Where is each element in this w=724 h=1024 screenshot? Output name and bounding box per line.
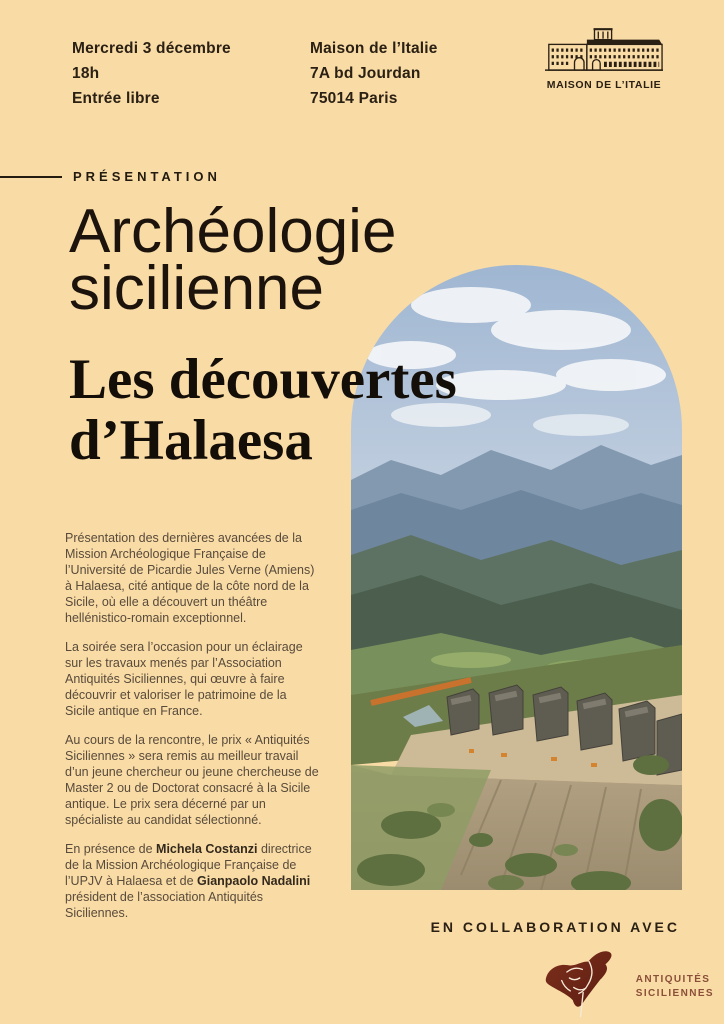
venue-street: 7A bd Jourdan: [310, 65, 421, 82]
maison-de-litalie-logo: [542, 28, 666, 91]
maison-de-litalie-building-icon: [542, 28, 666, 76]
event-info: [72, 36, 231, 111]
poster-title-sans: [69, 197, 397, 323]
title-line-1: Archéologie: [69, 197, 397, 266]
subtitle-line-2: d’Halaesa: [69, 409, 313, 472]
subtitle-line-1: Les découvertes: [69, 348, 457, 411]
p4-mid: directrice de la Mission Archéologique Française de l’UPJV à Halaesa et de: [65, 842, 312, 888]
eyebrow-rule: [0, 176, 62, 178]
event-time: 18h: [72, 65, 100, 82]
p4-post: président de l’association Antiquités Siciliennes.: [65, 890, 264, 920]
event-admission: Entrée libre: [72, 90, 160, 107]
eyebrow-label: PRÉSENTATION: [73, 169, 221, 184]
sicily-map-icon: [541, 948, 627, 1024]
paragraph-presentation: Présentation des dernières avancées de la Mission Archéologique Française de l’Université de Picardie Jules Verne (Amiens) à Halaesa, cité antique de la côte nord de la Sicile, où elle a découvert un théâtre hellénistico-romain exceptionnel.: [65, 531, 315, 625]
venue-city: 75014 Paris: [310, 90, 398, 107]
venue-address: [310, 36, 438, 111]
poster-subtitle-serif: [69, 349, 457, 471]
speaker-name-michela-costanzi: Michela Costanzi: [156, 842, 258, 856]
venue-name: Maison de l’Italie: [310, 40, 438, 57]
title-line-2: sicilienne: [69, 254, 325, 323]
partner-name-line-1: ANTIQUITÉS: [635, 973, 711, 985]
paragraph-prix: Au cours de la rencontre, le prix « Antiquités Siciliennes » sera remis au meilleur travail d’un jeune chercheur ou jeune chercheuse de Master 2 ou de Doctorat consacré à la Sicile antique. Le prix sera décerné par un spécialiste au candidat sélectionné.: [65, 733, 319, 827]
speaker-name-gianpaolo-nadalini: Gianpaolo Nadalini: [197, 874, 311, 888]
body-copy: [65, 530, 319, 934]
collaboration-label: EN COLLABORATION AVEC: [430, 919, 680, 935]
p4-pre: En présence de: [65, 842, 157, 856]
partner-name-line-2: SICILIENNES: [635, 987, 714, 999]
paragraph-soiree: La soirée sera l’occasion pour un éclairage sur les travaux menés par l’Association Antiquités Siciliennes, qui œuvre à faire découvrir et valoriser le patrimoine de la Sicile antique en France.: [65, 640, 303, 718]
antiquites-siciliennes-logo: [541, 948, 714, 1024]
partner-name: [636, 973, 714, 1001]
paragraph-presence: [65, 841, 319, 921]
maison-de-litalie-logo-label: MAISON DE L’ITALIE: [546, 79, 662, 91]
event-date: Mercredi 3 décembre: [72, 40, 231, 57]
